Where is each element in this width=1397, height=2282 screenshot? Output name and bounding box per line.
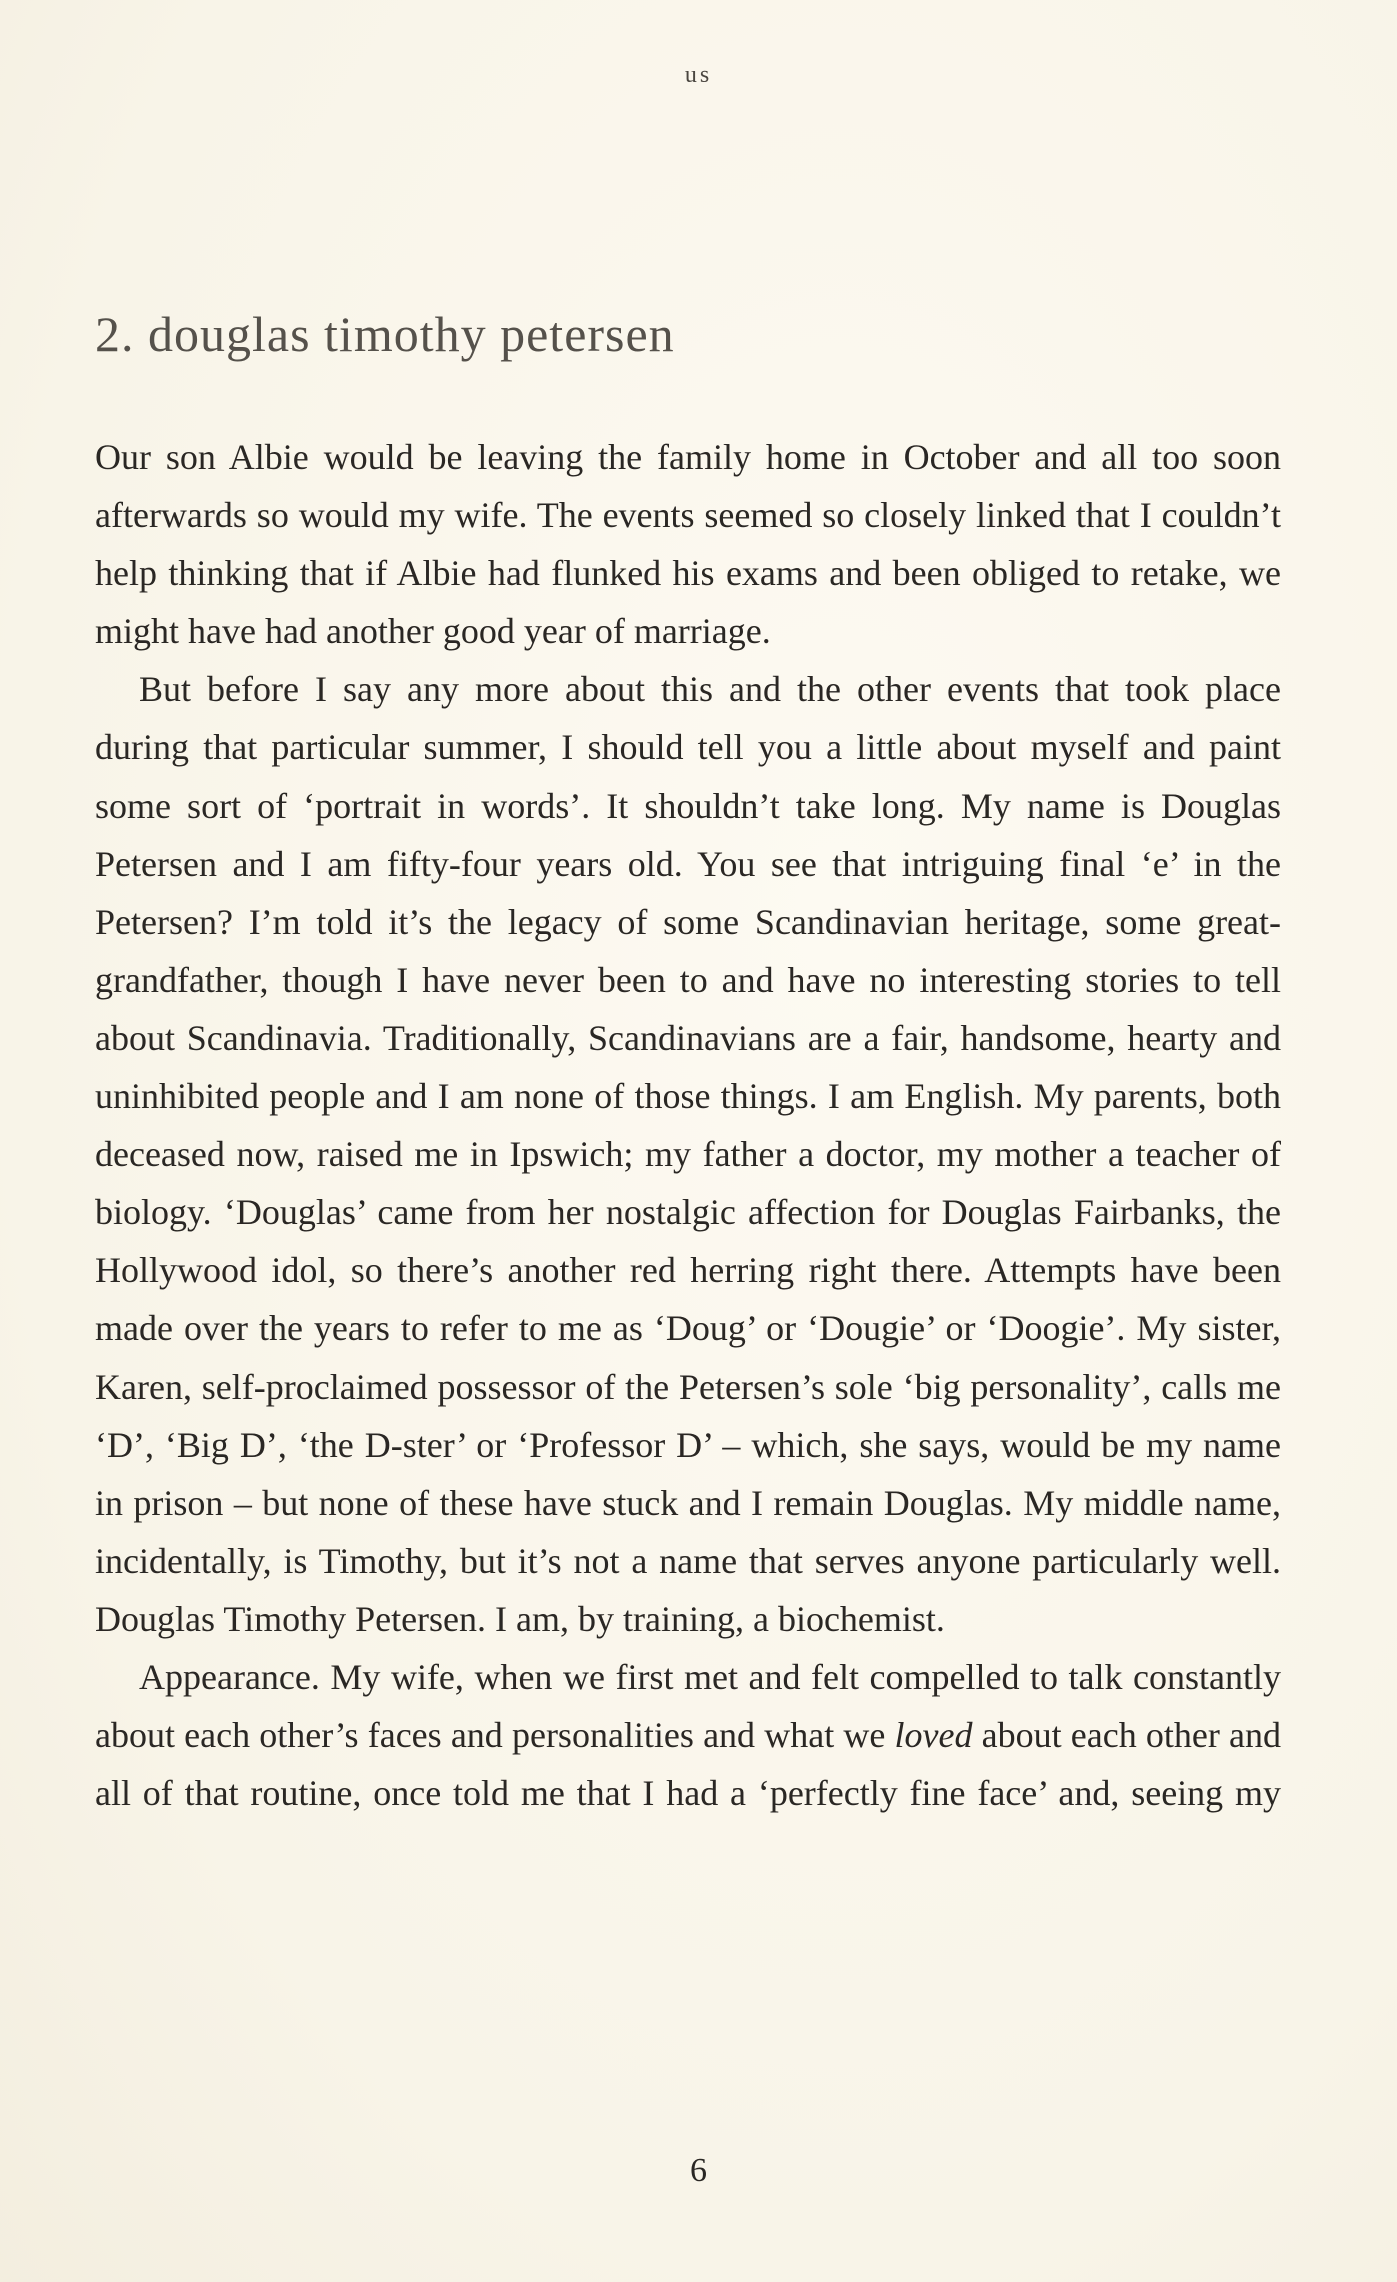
paragraph-3-text-start: Appearance. My wife, when we first met and felt compelled to talk constantly about each other’s faces and personalities and what we — [95, 1656, 1281, 1756]
paragraph-3 — [95, 1648, 1281, 1822]
chapter-title: 2. douglas timothy petersen — [95, 306, 675, 362]
body-text — [95, 428, 1281, 1822]
emphasized-word: loved — [894, 1715, 973, 1756]
paragraph-3-text-end: about each other and all of that routine, once told me that I had a ‘perfectly fine face’ and, seeing my — [95, 1715, 1282, 1814]
running-head: us — [684, 62, 713, 88]
page-number: 6 — [690, 2152, 707, 2189]
paragraph-2: But before I say any more about this and the other events that took place during that particular summer, I should tell you a little about myself and paint some sort of ‘portrait in words’. It shouldn’t take long. My name is Douglas Petersen and I am fifty-four years old. You see that intriguing final ‘e’ in the Petersen? I’m told it’s the legacy of some Scandinavian heritage, some great-grandfather, though I have never been to and have no interesting stories to tell about Scandinavia. Traditionally, Scandinavians are a fair, handsome, hearty and uninhibited people and I am none of those things. I am English. My parents, both deceased now, raised me in Ipswich; my father a doctor, my mother a teacher of biology. ‘Douglas’ came from her nostalgic affection for Douglas Fairbanks, the Hollywood idol, so there’s another red herring right there. Attempts have been made over the years to refer to me as ‘Doug’ or ‘Dougie’ or ‘Doogie’. My sister, Karen, self-proclaimed possessor of the Petersen’s sole ‘big personality’, calls me ‘D’, ‘Big D’, ‘the D-ster’ or ‘Professor D’ – which, she says, would be my name in prison – but none of these have stuck and I remain Douglas. My middle name, incidentally, is Timothy, but it’s not a name that serves anyone particularly well. Douglas Timothy Petersen. I am, by training, a biochemist. — [95, 669, 1281, 1639]
paragraph-1: Our son Albie would be leaving the family home in October and all too soon afterwards so would my wife. The events seemed so closely linked that I couldn’t help thinking that if Albie had flunked his exams and been obliged to retake, we might have had another good year of marriage. — [95, 437, 1281, 652]
